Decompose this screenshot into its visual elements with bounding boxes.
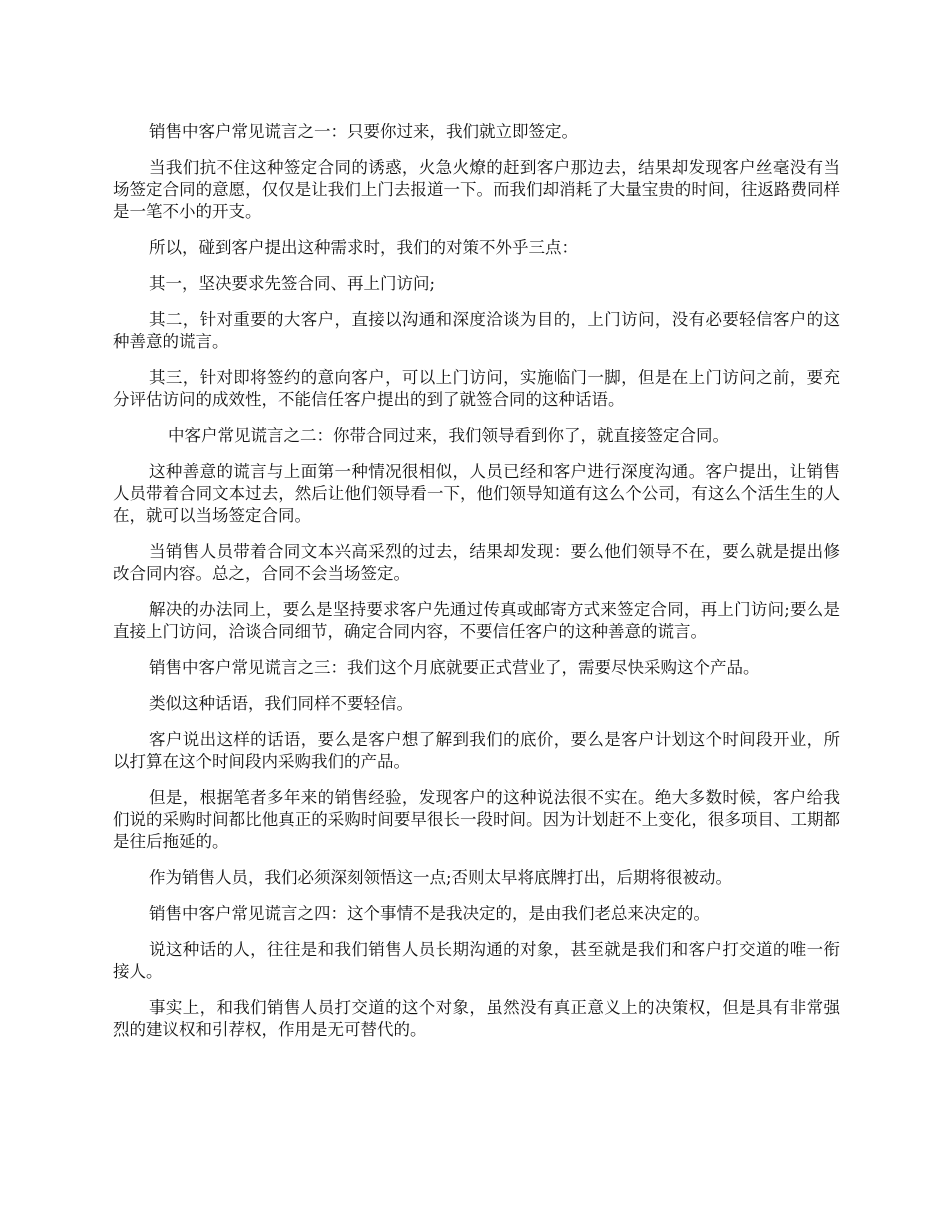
paragraph: 说这种话的人，往往是和我们销售人员长期沟通的对象，甚至就是我们和客户打交道的唯一衔接人。 (113, 940, 840, 981)
paragraph: 其一，坚决要求先签合同、再上门访问; (149, 274, 436, 293)
paragraph: 其三，针对即将签约的意向客户，可以上门访问，实施临门一脚，但是在上门访问之前，要充分评估访问的成效性，不能信任客户提出的到了就签合同的这种话语。 (113, 368, 840, 409)
paragraph-lie-4-heading: 销售中客户常见谎言之四：这个事情不是我决定的，是由我们老总来决定的。 (149, 904, 710, 923)
paragraph-lie-2-heading: 中客户常见谎言之二：你带合同过来，我们领导看到你了，就直接签定合同。 (168, 426, 729, 445)
document-body (113, 121, 840, 1055)
paragraph: 当销售人员带着合同文本兴高采烈的过去，结果却发现：要么他们领导不在，要么就是提出修改合同内容。总之，合同不会当场签定。 (113, 542, 840, 583)
paragraph: 其二，针对重要的大客户，直接以沟通和深度洽谈为目的，上门访问，没有必要轻信客户的这种善意的谎言。 (113, 310, 840, 351)
paragraph-lie-3-heading: 销售中客户常见谎言之三：我们这个月底就要正式营业了，需要尽快采购这个产品。 (149, 658, 760, 677)
paragraph: 但是，根据笔者多年来的销售经验，发现客户的这种说法很不实在。绝大多数时候，客户给我们说的采购时间都比他真正的采购时间要早很长一段时间。因为计划赶不上变化，很多项目、工期都是往后拖延的。 (113, 788, 840, 851)
paragraph: 这种善意的谎言与上面第一种情况很相似，人员已经和客户进行深度沟通。客户提出，让销售人员带着合同文本过去，然后让他们领导看一下，他们领导知道有这么个公司，有这么个活生生的人在，就可以当场签定合同。 (113, 462, 840, 525)
paragraph: 客户说出这样的话语，要么是客户想了解到我们的底价，要么是客户计划这个时间段开业，所以打算在这个时间段内采购我们的产品。 (113, 730, 840, 771)
paragraph-lie-1-heading: 销售中客户常见谎言之一：只要你过来，我们就立即签定。 (149, 122, 578, 141)
paragraph: 事实上，和我们销售人员打交道的这个对象，虽然没有真正意义上的决策权，但是具有非常强烈的建议权和引荐权，作用是无可替代的。 (113, 998, 840, 1039)
paragraph: 当我们抗不住这种签定合同的诱惑，火急火燎的赶到客户那边去，结果却发现客户丝毫没有当场签定合同的意愿，仅仅是让我们上门去报道一下。而我们却消耗了大量宝贵的时间，往返路费同样是一笔不小的开支。 (113, 158, 840, 221)
paragraph: 解决的办法同上，要么是坚持要求客户先通过传真或邮寄方式来签定合同，再上门访问;要么是直接上门访问，洽谈合同细节，确定合同内容，不要信任客户的这种善意的谎言。 (113, 600, 840, 641)
paragraph: 所以，碰到客户提出这种需求时，我们的对策不外乎三点： (149, 238, 578, 257)
paragraph: 作为销售人员，我们必须深刻领悟这一点;否则太早将底牌打出，后期将很被动。 (149, 868, 733, 887)
paragraph: 类似这种话语，我们同样不要轻信。 (149, 694, 413, 713)
